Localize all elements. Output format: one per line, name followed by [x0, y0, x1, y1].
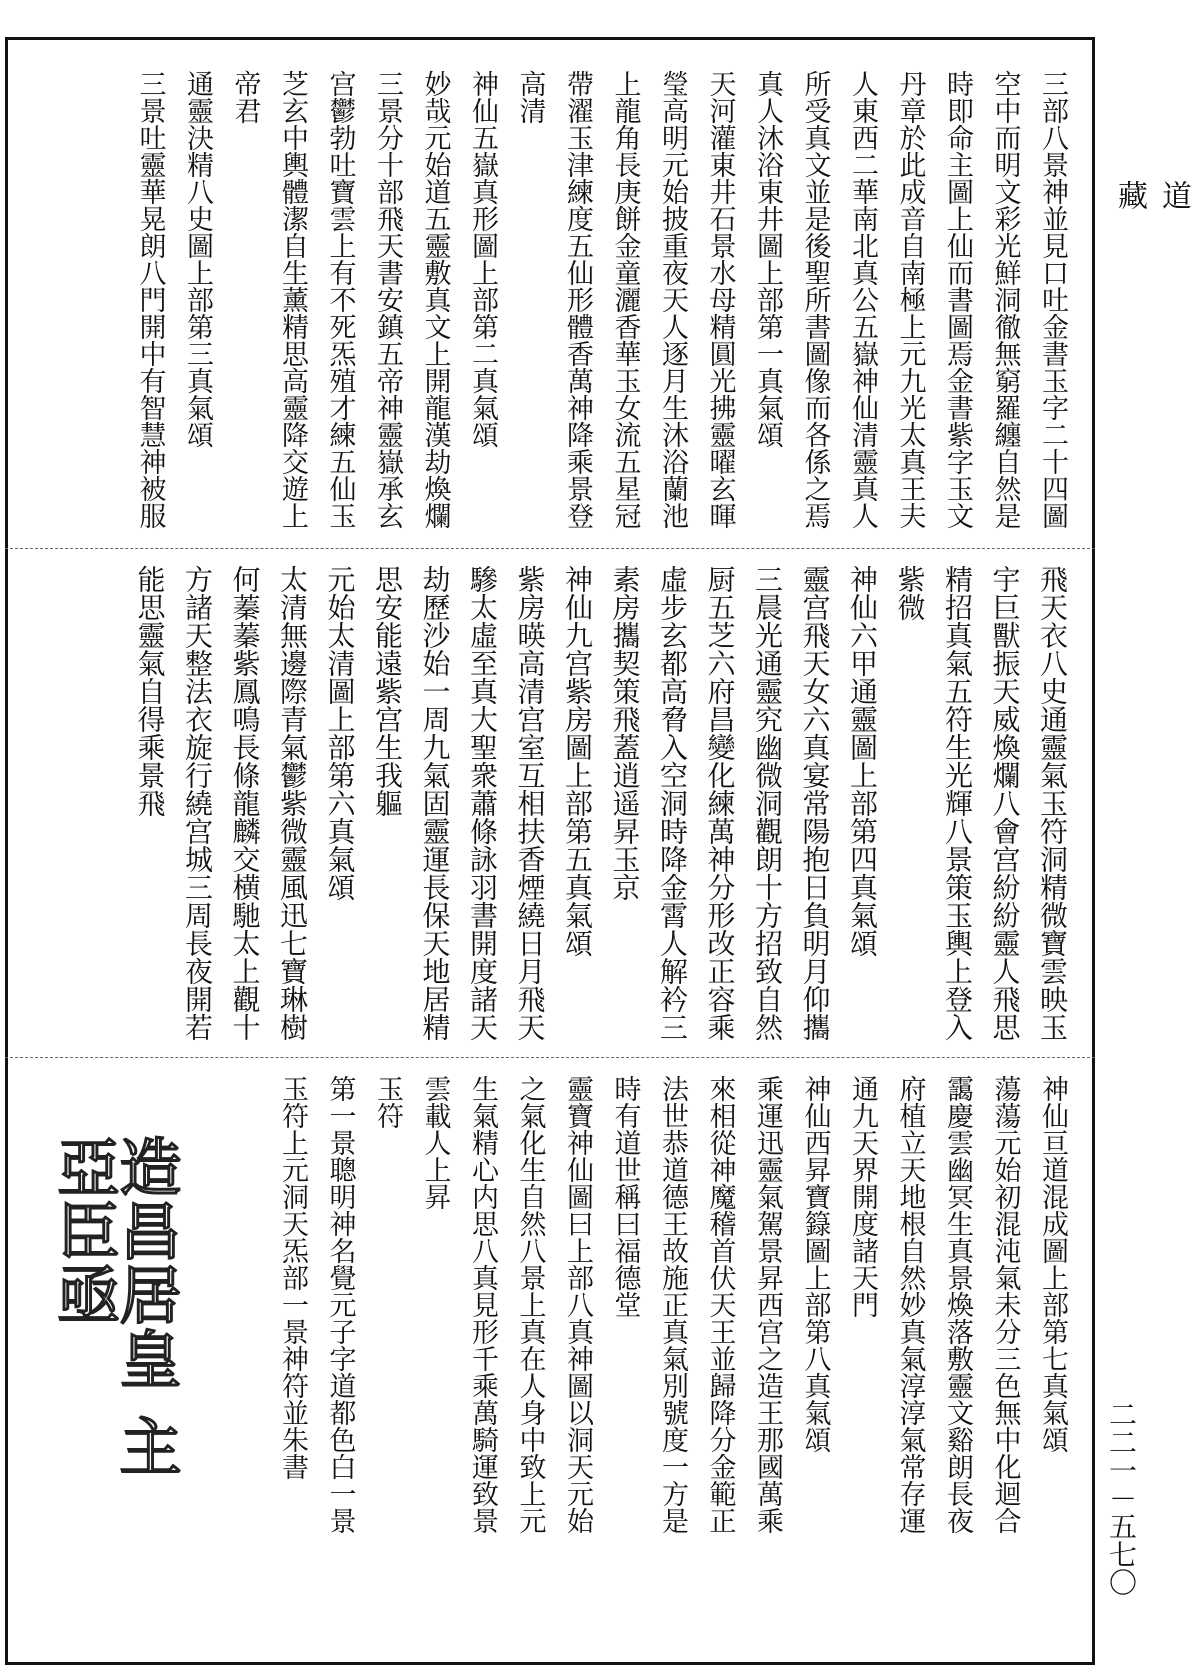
text-column: 紫房暎高清宫室互相扶香煙繞日月飛天 [513, 565, 547, 1041]
text-column: 驂太虛至真大聖衆蕭條詠羽書開度諸天 [466, 565, 499, 1041]
text-column: 時有道世稱曰福德堂 [609, 1075, 641, 1318]
text-column: 空中而明文彩光鮮洞徹無窮羅纏自然是 [989, 70, 1021, 529]
text-column: 三景分十部飛天書安鎮五帝神靈嶽承玄 [372, 70, 403, 529]
text-column: 太清無邊際青氣鬱紫微靈風迅七寶琳樹 [276, 565, 309, 1041]
text-column: 何蓁蓁紫鳳鳴長條龍麟交横馳太上觀十 [228, 565, 262, 1041]
text-column: 真人沐浴東井圖上部第一真氣頌 [752, 70, 783, 448]
text-column: 帶濯玉津練度五仙形體香萬神降乘景登 [562, 70, 593, 529]
section-divider [5, 1057, 1095, 1058]
text-column: 神仙九宫紫房圖上部第五真氣頌 [561, 565, 594, 957]
text-column: 紫微 [893, 565, 927, 621]
text-column: 瑩高明元始披重夜天人逐月生沐浴蘭池 [657, 70, 688, 529]
text-column: 虛步玄都高脅入空洞時降金霄人解衿三 [656, 565, 689, 1041]
text-column: 宫鬱勃吐寶雲上有不死炁殖才練五仙玉 [324, 70, 356, 529]
text-column: 飛天衣八史通靈氣玉符洞精微寶雲映玉 [1036, 565, 1069, 1041]
text-column: 來相從神魔稽首伏天王並歸降分金範正 [704, 1075, 736, 1534]
text-column: 素房攜契策飛蓋逍遥昇玉京 [608, 565, 642, 901]
talisman-seal [47, 1135, 182, 1515]
text-column: 高清 [514, 70, 546, 124]
text-column: 神仙六甲通靈圖上部第四真氣頌 [846, 565, 879, 957]
text-column: 精招真氣五符生光輝八景策玉輿上登入 [941, 565, 974, 1041]
text-column: 妙哉元始道五靈敷真文上開龍漢劫煥爛 [419, 70, 451, 529]
text-column: 法世恭道德王故施正真氣別號度一方是 [657, 1075, 688, 1534]
text-column: 通靈決精八史圖上部第三真氣頌 [182, 70, 213, 448]
text-column: 天河灌東井石景水母精圓光拂靈曜玄暉 [704, 70, 736, 529]
margin-title: 道 藏 [1112, 180, 1191, 250]
text-column: 府植立天地根自然妙真氣淳淳氣常存運 [894, 1075, 926, 1534]
text-column: 上龍角長庚餅金童灑香華玉女流五星冠 [609, 70, 641, 529]
text-column: 神仙五嶽真形圖上部第二真氣頌 [467, 70, 498, 448]
text-column: 三景吐靈華晃朗八門開中有智慧神被服 [134, 70, 166, 529]
text-column: 丹章於此成音自南極上元九光太真王夫 [894, 70, 926, 529]
text-column: 三部八景神並見口吐金書玉字二十四圖 [1037, 70, 1068, 529]
text-column: 玉符 [372, 1075, 403, 1129]
text-column: 靈寶神仙圖曰上部八真神圖以洞天元始 [562, 1075, 593, 1534]
text-column: 元始太清圖上部第六真氣頌 [323, 565, 357, 901]
section-divider [5, 548, 1095, 549]
text-column: 乘運迅靈氣駕景昇西宫之造王那國萬乘 [752, 1075, 783, 1534]
text-column: 靄慶雲幽冥生真景煥落敷靈文谿朗長夜 [942, 1075, 973, 1534]
talisman-glyphs: 造昌居皇 主亞臣亟 [47, 1135, 182, 1479]
text-column: 蕩蕩元始初混沌氣未分三色無中化迴合 [989, 1075, 1021, 1534]
text-column: 思安能遠紫宫生我軀 [371, 565, 404, 817]
text-column: 劫歷沙始一周九氣固靈運長保天地居精 [418, 565, 452, 1041]
text-column: 靈宫飛天女六真宴常陽抱日負明月仰攜 [798, 565, 832, 1041]
text-column: 神仙亘道混成圖上部第七真氣頌 [1037, 1075, 1068, 1453]
text-column: 人東西二華南北真公五嶽神仙清靈真人 [847, 70, 878, 529]
text-column: 通九天界開度諸天門 [847, 1075, 878, 1318]
text-column: 時即命主圖上仙而書圖焉金書紫字玉文 [942, 70, 973, 529]
text-column: 帝君 [229, 70, 261, 124]
text-column: 第一景聰明神名覺元子字道都色白一景 [324, 1075, 356, 1534]
text-column: 之氣化生自然八景上真在人身中致上元 [514, 1075, 546, 1534]
text-column: 玉符上元洞天炁部一景神符並朱書 [277, 1075, 308, 1480]
text-column: 所受真文並是後聖所書圖像而各係之焉 [799, 70, 831, 529]
text-column: 厨五芝六府昌變化練萬神分形改正容乘 [703, 565, 737, 1041]
text-column: 芝玄中輿體潔自生薰精思高靈降交遊上 [277, 70, 308, 529]
text-column: 方諸天整法衣旋行繞宫城三周長夜開若 [181, 565, 214, 1041]
text-column: 宇巨獸振天威煥爛八會宫紛紛靈人飛思 [988, 565, 1022, 1041]
text-column: 生氣精心内思八真見形千乘萬騎運致景 [467, 1075, 498, 1534]
text-column: 雲載人上昇 [419, 1075, 451, 1210]
page-number: 二二一－五七〇 [1105, 1400, 1138, 1596]
text-column: 神仙西昇寶籙圖上部第八真氣頌 [799, 1075, 831, 1453]
text-column: 三晨光通靈究幽微洞觀朗十方招致自然 [751, 565, 784, 1041]
text-column: 能思靈氣自得乘景飛 [133, 565, 167, 817]
